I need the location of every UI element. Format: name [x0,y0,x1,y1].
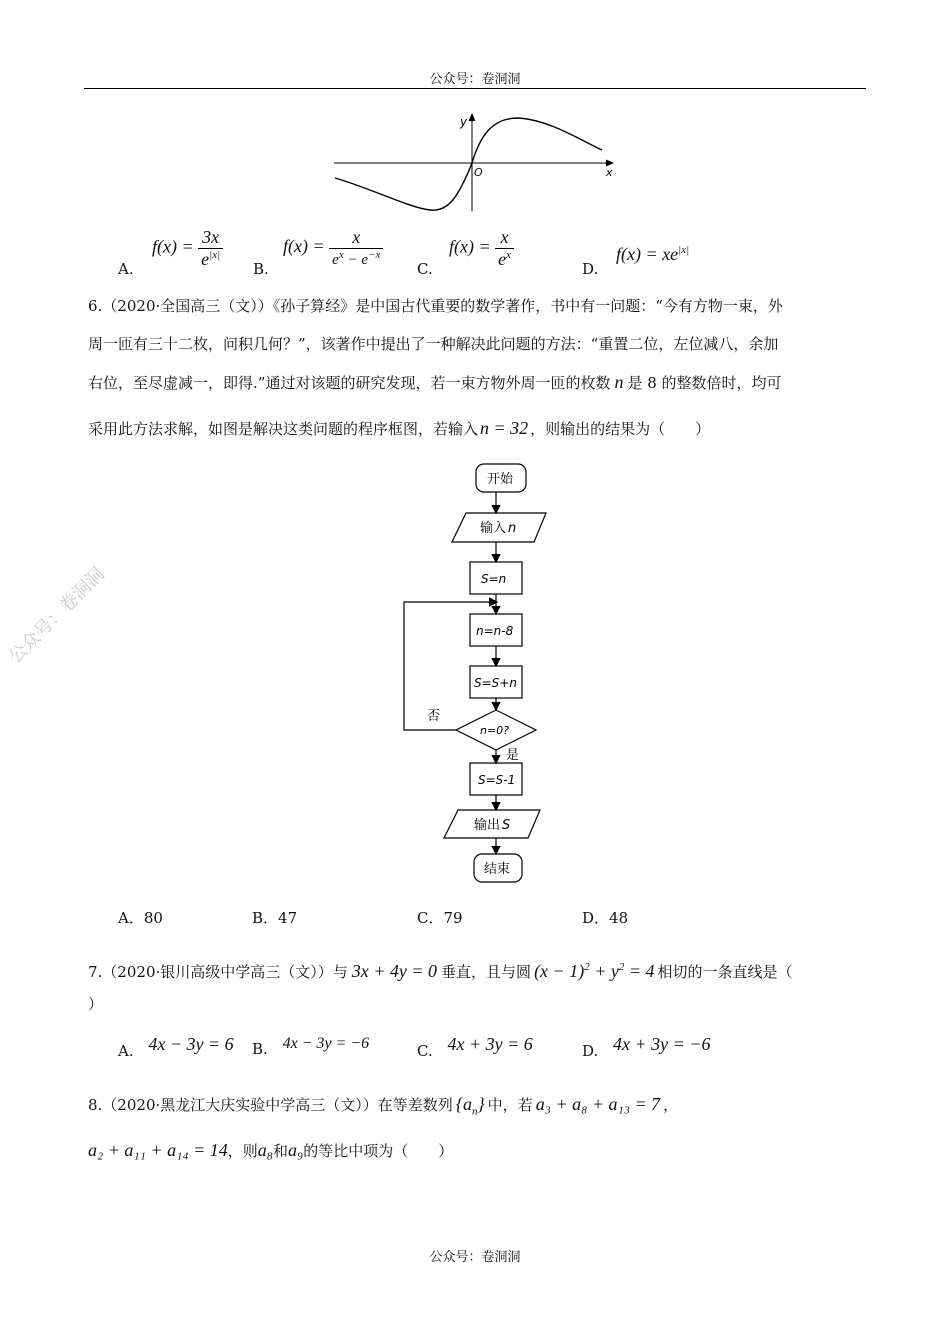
q5-option-c[interactable]: C. f(x) = $\frac{x}{e^x}$ [417,222,547,278]
q8-line-1: 8.（2020·黑龙江大庆实验中学高三（文））在等差数列 $\{a_n\}$ 中，若 a₃ + a₈ + a₁₃ = 7 ， [88,1094,679,1118]
option-letter: A. [118,260,134,278]
option-letter: C. [417,260,433,278]
s-minus-label: S=S-1 [478,773,516,787]
q7-option-b[interactable]: B. 4x − 3y = −6 [252,1035,370,1058]
q6-line-4: 采用此方法求解，如图是解决这类问题的程序框图，若输入 n = 32 ，则输出的结果为（ ） [88,418,711,438]
q7-option-d[interactable]: D. 4x + 3y = −6 [582,1034,711,1060]
assign-s-label: S=n [481,572,507,586]
q6-line-2: 周一匝有三十二枚，问积几何？”，该著作中提出了一种解决此问题的方法：“重置二位，左位减八，余加 [88,335,779,353]
y-axis-arrow [469,113,476,121]
option-letter: B. [253,260,269,278]
q6-option-a[interactable]: A．80 [118,909,163,927]
q6-option-c[interactable]: C．79 [417,909,463,927]
q6-option-d[interactable]: D．48 [582,909,629,927]
q8-line-2: a₂ + a₁₁ + a₁₄ = 14，则a₈和a₉的等比中项为（ ） [88,1140,454,1160]
curve [335,118,602,210]
origin-label: O [474,166,483,179]
q7-option-c[interactable]: C. 4x + 3y = 6 [417,1034,533,1060]
function-graph [330,108,620,214]
y-label: y [460,115,468,129]
x-label: x [606,166,613,179]
q6-line-1: 6.（2020·全国高三（文））《孙子算经》是中国古代重要的数学著作，书中有一问题：“今有方物一束，外 [88,297,783,315]
input-label: 输入 n [480,521,517,536]
page-header: 公众号：卷洞洞 [429,72,521,87]
no-label: 否 [427,709,441,724]
start-label: 开始 [487,472,514,487]
n-minus-label: n=n-8 [476,624,514,638]
q6-option-b[interactable]: B．47 [252,909,298,927]
yes-label: 是 [506,748,520,763]
s-plus-label: S=S+n [474,676,517,690]
output-label: 输出 S [474,818,511,833]
header-rule [84,88,866,89]
q6-line-3: 右位，至尽虚减一，即得.”通过对该题的研究发现，若一束方物外周一匝的枚数 n 是 8 的整数倍时，均可 [88,372,782,392]
flowchart [396,460,552,888]
end-label: 结束 [484,862,511,877]
condition-label: n=0? [480,724,510,737]
q7-line-2: ） [88,995,104,1013]
q5-option-b[interactable]: B. f(x) = $\frac{x}{e^x - e^{-x}}$ [253,222,413,278]
option-letter: D. [582,260,599,278]
watermark: 公众号：卷洞洞 [4,563,109,668]
q7-option-a[interactable]: A. 4x − 3y = 6 [118,1034,234,1060]
q5-option-a[interactable]: A. f(x) = $\frac{3x}{e^{|x|}}$ [118,222,238,278]
q7-line-1: 7.（2020·银川高级中学高三（文））与 3x + 4y = 0 垂直，且与圆 $(x - 1)^2 + y^2 = 4$ 相切的一条直线是（ [88,961,793,981]
q5-option-d[interactable]: D. $f(x) = xe^{|x|}$ [582,244,690,278]
page-footer: 公众号：卷洞洞 [429,1250,521,1265]
